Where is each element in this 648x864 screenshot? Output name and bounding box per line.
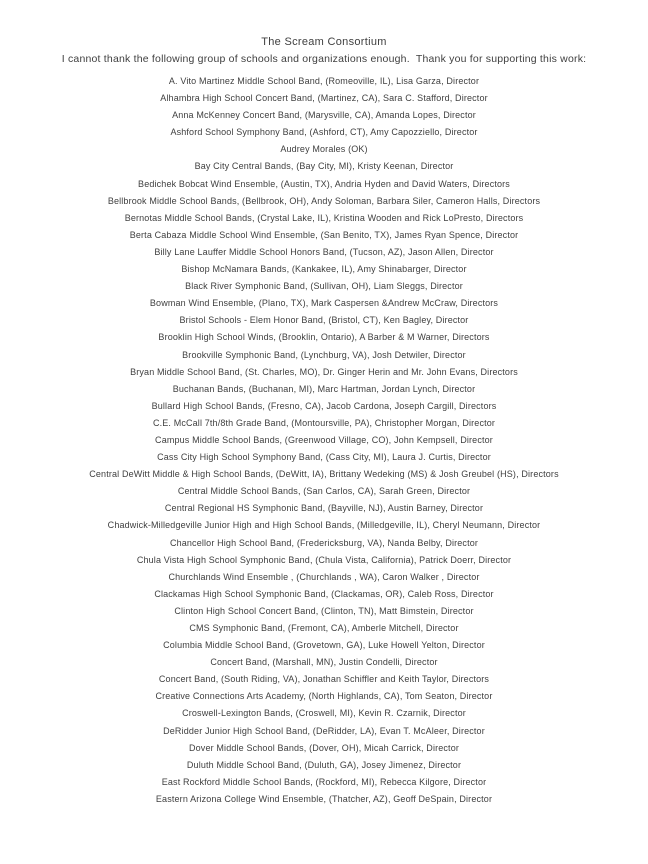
list-item: CMS Symphonic Band, (Fremont, CA), Amberle Mitchell, Director [189, 623, 459, 633]
list-item: Brookville Symphonic Band, (Lynchburg, VA), Josh Detwiler, Director [182, 349, 466, 360]
list-item: Concert Band, (Marshall, MN), Justin Condelli, Director [210, 657, 438, 668]
list-item: Alhambra High School Concert Band, (Martinez, CA), Sara C. Stafford, Director [160, 93, 488, 104]
list-item: DeRidder Junior High School Band, (DeRidder, LA), Evan T. McAleer, Director [163, 725, 485, 736]
list-item: Chadwick-Milledgeville Junior High and High School Bands, (Milledgeville, IL), Cheryl Neumann, Director [107, 520, 541, 531]
list-item: Bullard High School Bands, (Fresno, CA), Jacob Cardona, Joseph Cargill, Directors [151, 400, 497, 411]
list-item: Brooklin High School Winds, (Brooklin, Ontario), A Barber & M Warner, Directors [158, 332, 490, 343]
list-item: Eastern Arizona College Wind Ensemble, (Thatcher, AZ), Geoff DeSpain, Director [155, 793, 493, 804]
list-item: East Rockford Middle School Bands, (Rockford, MI), Rebecca Kilgore, Director [161, 776, 487, 787]
list-item: Ashford School Symphony Band, (Ashford, CT), Amy Capozziello, Director [170, 127, 478, 138]
list-item: Bishop McNamara Bands, (Kankakee, IL), Amy Shinabarger, Director [181, 264, 467, 275]
intro-text: I cannot thank the following group of schools and organizations enough. Thank you for supporting this work: [61, 53, 587, 65]
list-item: Berta Cabaza Middle School Wind Ensemble, (San Benito, TX), James Ryan Spence, Director [129, 229, 519, 240]
list-item: Central Middle School Bands, (San Carlos, CA), Sarah Green, Director [177, 486, 471, 497]
list-item: Chula Vista High School Symphonic Band, (Chula Vista, California), Patrick Doerr, Director [136, 554, 512, 565]
list-item: Buchanan Bands, (Buchanan, MI), Marc Hartman, Jordan Lynch, Director [172, 383, 476, 394]
list-item: Bristol Schools - Elem Honor Band, (Bristol, CT), Ken Bagley, Director [179, 315, 469, 326]
list-item: Black River Symphonic Band, (Sullivan, OH), Liam Sleggs, Director [185, 281, 463, 292]
list-item: Churchlands Wind Ensemble , (Churchlands , WA), Caron Walker , Director [168, 571, 480, 582]
list-item: Central Regional HS Symphonic Band, (Bayville, NJ), Austin Barney, Director [164, 503, 484, 514]
list-item: Campus Middle School Bands, (Greenwood Village, CO), John Kempsell, Director [155, 434, 493, 445]
list-item: A. Vito Martinez Middle School Band, (Romeoville, IL), Lisa Garza, Director [168, 76, 480, 86]
page-title: The Scream Consortium [261, 36, 387, 48]
list-item: Bryan Middle School Band, (St. Charles, MO), Dr. Ginger Herin and Mr. John Evans, Directors [130, 366, 518, 377]
list-item: Clackamas High School Symphonic Band, (Clackamas, OR), Caleb Ross, Director [154, 588, 494, 599]
list-item: C.E. McCall 7th/8th Grade Band, (Montoursville, PA), Christopher Morgan, Director [152, 417, 496, 428]
list-item: Bowman Wind Ensemble, (Plano, TX), Mark Caspersen &Andrew McCraw, Directors [149, 298, 499, 309]
list-item: Billy Lane Lauffer Middle School Honors Band, (Tucson, AZ), Jason Allen, Director [154, 246, 494, 257]
list-item: Bellbrook Middle School Bands, (Bellbrook, OH), Andy Soloman, Barbara Siler, Cameron Halls, Directors [107, 195, 541, 206]
list-item: Bedichek Bobcat Wind Ensemble, (Austin, TX), Andria Hyden and David Waters, Directors [138, 178, 510, 189]
list-item: Chancellor High School Band, (Fredericksburg, VA), Nanda Belby, Director [169, 537, 479, 548]
list-item: Bernotas Middle School Bands, (Crystal Lake, IL), Kristina Wooden and Rick LoPresto, Directors [124, 212, 524, 223]
list-item: Dover Middle School Bands, (Dover, OH), Micah Carrick, Director [188, 742, 460, 753]
list-item: Central DeWitt Middle & High School Bands, (DeWitt, IA), Brittany Wedeking (MS) & Josh Greubel (HS), Directors [89, 469, 559, 480]
list-item: Anna McKenney Concert Band, (Marysville, CA), Amanda Lopes, Director [172, 110, 476, 121]
list-item: Audrey Morales (OK) [280, 144, 368, 155]
list-item: Cass City High School Symphony Band, (Cass City, MI), Laura J. Curtis, Director [157, 452, 491, 463]
list-item: Concert Band, (South Riding, VA), Jonathan Schiffler and Keith Taylor, Directors [158, 674, 490, 685]
list-item: Clinton High School Concert Band, (Clinton, TN), Matt Bimstein, Director [174, 605, 474, 616]
list-item: Croswell-Lexington Bands, (Croswell, MI), Kevin R. Czarnik, Director [182, 708, 466, 719]
consortium-list [0, 73, 648, 808]
list-item: Duluth Middle School Band, (Duluth, GA), Josey Jimenez, Director [186, 759, 462, 770]
list-item: Columbia Middle School Band, (Grovetown, GA), Luke Howell Yelton, Director [163, 640, 485, 651]
list-item: Creative Connections Arts Academy, (North Highlands, CA), Tom Seaton, Director [155, 691, 493, 702]
list-item: Bay City Central Bands, (Bay City, MI), Kristy Keenan, Director [194, 161, 454, 172]
